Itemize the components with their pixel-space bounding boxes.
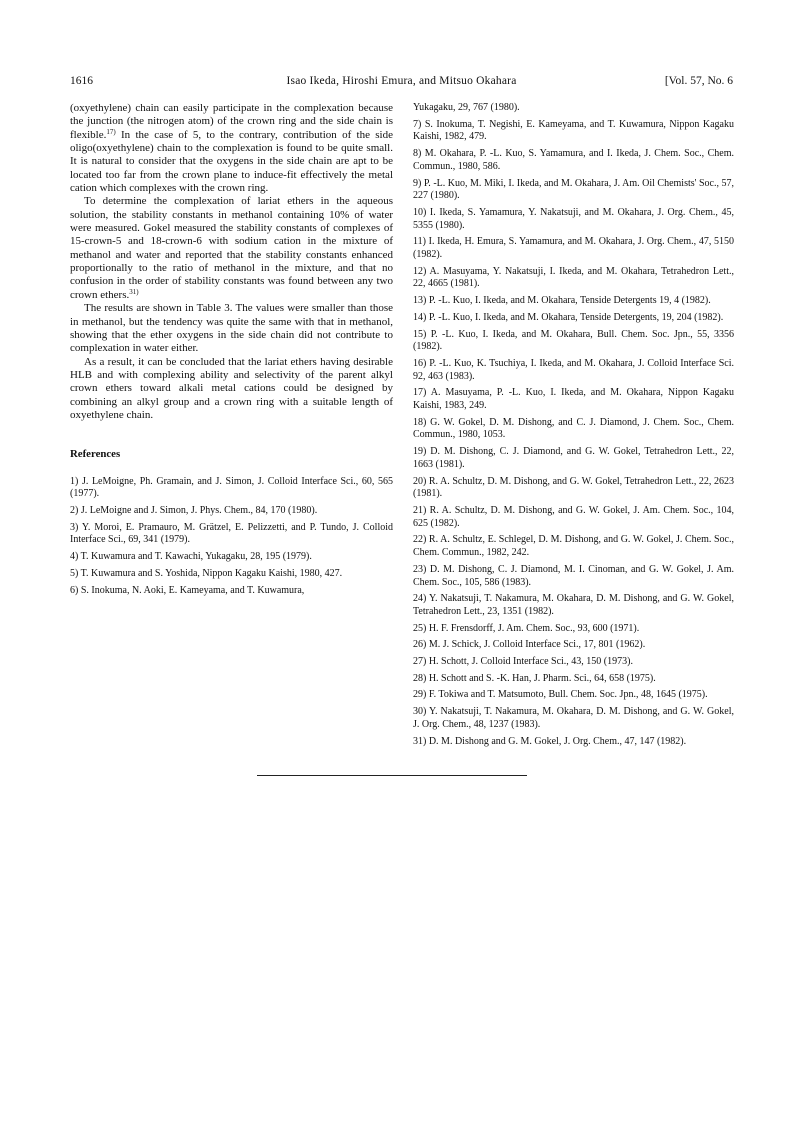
paragraph-1-text-b: In the case of 5, to the contrary, contribution of the side oligo(oxyethylene) chain to the complexation is found to be quite small. It is natural to consider that the oxygens in the side chain are apt to be located too far from the crown plane to induce-fit effectively the metal cation which complexes with the crown ring. (70, 128, 393, 195)
paragraph-2 (70, 195, 393, 302)
reference-item: 26) M. J. Schick, J. Colloid Interface Sci., 17, 801 (1962). (413, 639, 646, 651)
reference-item: 6) S. Inokuma, N. Aoki, E. Kameyama, and T. Kuwamura, (70, 584, 305, 596)
reference-item: 21) R. A. Schultz, D. M. Dishong, and G. W. Gokel, J. Am. Chem. Soc., 104, 625 (1982). (413, 504, 734, 529)
reference-item: 14) P. -L. Kuo, I. Ikeda, and M. Okahara, Tenside Detergents, 19, 204 (1982). (413, 311, 724, 323)
reference-item: 18) G. W. Gokel, D. M. Dishong, and C. J. Diamond, J. Chem. Soc., Chem. Commun., 1980, 1053. (413, 416, 734, 441)
paragraph-2-text: To determine the complexation of lariat ethers in the aqueous solution, the stability constants in methanol containing 10% of water were measured. Gokel measured the stability constants of complexes of 15-crown-5 and 18-crown-6 with sodium cation in the mixture of methanol and water and reported that the stability constants enhanced proportionally to the ratio of methanol in the mixture, and that no confusion in the order of stability constants was found between any two crown ethers. (70, 195, 393, 301)
reference-continuation: Yukagaku, 29, 767 (1980). (413, 102, 520, 113)
journal-volume: [Vol. 57, No. 6 (664, 75, 733, 87)
reference-item: 24) Y. Nakatsuji, T. Nakamura, M. Okahara, D. M. Dishong, and G. W. Gokel, Tetrahedron Lett., 23, 1351 (1982). (413, 593, 734, 617)
reference-item: 9) P. -L. Kuo, M. Miki, I. Ikeda, and M. Okahara, J. Am. Oil Chemists' Soc., 57, 227 (1980). (413, 177, 734, 202)
reference-item: 1) J. LeMoigne, Ph. Gramain, and J. Simon, J. Colloid Interface Sci., 60, 565 (1977). (70, 475, 393, 500)
citation-superscript: 17) (106, 127, 116, 136)
references-list-left (70, 476, 393, 598)
reference-item: 28) H. Schott and S. -K. Han, J. Pharm. Sci., 64, 658 (1975). (413, 672, 656, 684)
citation-superscript: 31) (129, 287, 139, 296)
reference-item: 5) T. Kuwamura and S. Yoshida, Nippon Kagaku Kaishi, 1980, 427. (70, 567, 343, 579)
right-column (413, 102, 734, 752)
reference-item: 8) M. Okahara, P. -L. Kuo, S. Yamamura, and I. Ikeda, J. Chem. Soc., Chem. Commun., 1980, 586. (413, 148, 734, 172)
reference-item: 4) T. Kuwamura and T. Kawachi, Yukagaku, 28, 195 (1979). (70, 551, 312, 563)
page-number: 1616 (70, 75, 93, 87)
paragraph-1-text-a: (oxyethylene) chain can easily participate in the complexation because the junction (the nitrogen atom) of the crown ring and the side chain is flexible. (70, 102, 393, 141)
reference-item: 3) Y. Moroi, E. Pramauro, M. Grätzel, E. Pelizzetti, and P. Tundo, J. Colloid Interface Sci., 69, 341 (1979). (70, 521, 393, 546)
reference-item: 12) A. Masuyama, Y. Nakatsuji, I. Ikeda, and M. Okahara, Tetrahedron Lett., 22, 4665 (1981). (413, 265, 734, 290)
header-authors: Isao Ikeda, Hiroshi Emura, and Mitsuo Okahara (286, 75, 517, 87)
reference-item: 16) P. -L. Kuo, K. Tsuchiya, I. Ikeda, and M. Okahara, J. Colloid Interface Sci. 92, 463 (1983). (413, 357, 734, 382)
running-header (70, 73, 733, 89)
reference-item: 31) D. M. Dishong and G. M. Gokel, J. Org. Chem., 47, 147 (1982). (413, 735, 687, 747)
paragraph-1 (70, 102, 393, 195)
reference-item: 25) H. F. Frensdorff, J. Am. Chem. Soc., 93, 600 (1971). (413, 622, 640, 634)
reference-item: 29) F. Tokiwa and T. Matsumoto, Bull. Chem. Soc. Jpn., 48, 1645 (1975). (413, 689, 708, 701)
paragraph-3: The results are shown in Table 3. The values were smaller than those in methanol, but the tendency was quite the same with that in methanol, showing that the ether oxygens in the side chain did not contribute to complexation in water either. (70, 302, 393, 355)
reference-item: 30) Y. Nakatsuji, T. Nakamura, M. Okahara, D. M. Dishong, and G. W. Gokel, J. Org. Chem., 48, 1237 (1983). (413, 706, 734, 730)
reference-item: 27) H. Schott, J. Colloid Interface Sci., 43, 150 (1973). (413, 656, 633, 668)
references-list-right (413, 119, 734, 749)
reference-item: 7) S. Inokuma, T. Negishi, E. Kameyama, and T. Kuwamura, Nippon Kagaku Kaishi, 1982, 479. (413, 118, 734, 143)
reference-item: 10) I. Ikeda, S. Yamamura, Y. Nakatsuji, and M. Okahara, J. Org. Chem., 45, 5355 (1980). (413, 206, 734, 231)
reference-item: 11) I. Ikeda, H. Emura, S. Yamamura, and M. Okahara, J. Org. Chem., 47, 5150 (1982). (413, 236, 734, 261)
paragraph-4: As a result, it can be concluded that the lariat ethers having desirable HLB and with complexing ability and selectivity of the parent alkyl crown ethers toward alkali metal cations could be designed by combining an alkyl group and a crown ring with a suitable length of oxyethylene chain. (70, 355, 393, 421)
reference-item: 2) J. LeMoigne and J. Simon, J. Phys. Chem., 84, 170 (1980). (70, 505, 318, 516)
left-column (70, 102, 393, 601)
reference-item: 23) D. M. Dishong, C. J. Diamond, M. I. Cinoman, and G. W. Gokel, J. Am. Chem. Soc., 105, 586 (1983). (413, 563, 734, 588)
reference-item: 17) A. Masuyama, P. -L. Kuo, I. Ikeda, and M. Okahara, Nippon Kagaku Kaishi, 1983, 249. (413, 387, 734, 412)
reference-item: 19) D. M. Dishong, C. J. Diamond, and G. W. Gokel, Tetrahedron Lett., 22, 1663 (1981). (413, 446, 734, 470)
end-rule (257, 775, 527, 776)
reference-item: 13) P. -L. Kuo, I. Ikeda, and M. Okahara, Tenside Detergents 19, 4 (1982). (413, 295, 711, 307)
references-heading: References (70, 448, 121, 461)
reference-item: 20) R. A. Schultz, D. M. Dishong, and G. W. Gokel, Tetrahedron Lett., 22, 2623 (1981). (413, 475, 734, 500)
reference-item: 22) R. A. Schultz, E. Schlegel, D. M. Dishong, and G. W. Gokel, J. Chem. Soc., Chem. Commun., 1982, 242. (413, 534, 734, 559)
reference-item: 15) P. -L. Kuo, I. Ikeda, and M. Okahara, Bull. Chem. Soc. Jpn., 55, 3356 (1982). (413, 328, 734, 353)
